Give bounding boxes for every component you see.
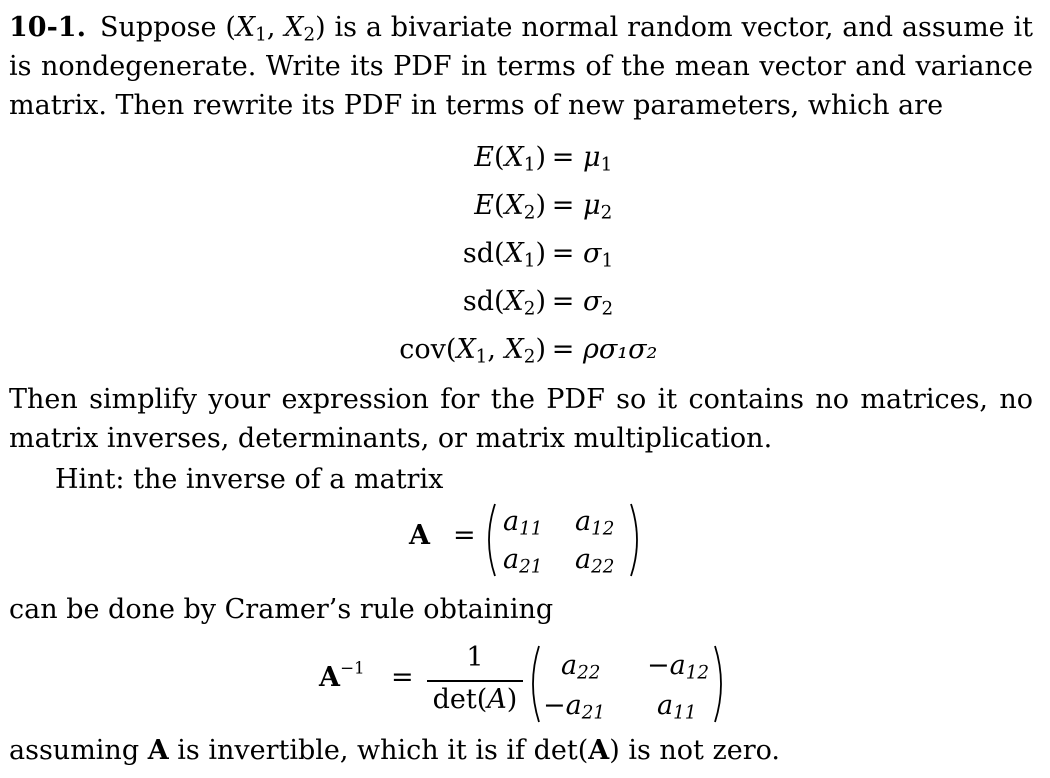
equation-row — [9, 234, 1033, 274]
matrix-cell: $a_{11}$ — [657, 690, 697, 724]
sub-label: 1 — [523, 250, 536, 272]
var-label: X — [504, 142, 524, 173]
inverse-matrix — [527, 642, 727, 726]
cramer-text: can be done by Cramer’s rule obtaining — [9, 594, 554, 625]
rhs-symbol: μ — [583, 190, 601, 221]
matrix-cell: $-a_{21}$ — [543, 690, 606, 724]
rhs-symbol: σ — [583, 238, 602, 269]
equation-row — [9, 282, 1033, 322]
equals-sign: = — [551, 334, 575, 365]
sub-label: 2 — [523, 298, 536, 320]
equation-row — [9, 138, 1033, 178]
rhs-sub: 2 — [601, 298, 614, 320]
fn-label: cov — [399, 334, 446, 365]
matrix-cell: $a_{22}$ — [575, 544, 615, 578]
fraction-denominator: det(A) — [432, 684, 518, 715]
equation-rhs — [583, 234, 613, 274]
matrix-cell: $a_{11}$ — [503, 506, 543, 540]
fn-label: E — [474, 190, 494, 221]
equation-rhs — [583, 186, 612, 226]
fn-label: sd — [462, 286, 494, 317]
equation-lhs: $E(X_1)$ — [474, 142, 546, 176]
matrix-cell: $a_{22}$ — [561, 650, 601, 684]
matrix-cell: $-a_{12}$ — [647, 650, 710, 684]
var-x2: X — [284, 12, 304, 43]
cov-rhs: ρσ₁σ₂ — [583, 334, 658, 365]
intro-text-b: ) is a bivariate normal random vector, and assume it is nondegenerate. Write its PDF in terms of the mean vector and variance matrix. Then rewrite its PDF in terms of new parameters, which are — [9, 12, 1033, 121]
equals-sign: = — [551, 190, 575, 221]
var-x1: X — [235, 12, 256, 43]
matrix-a — [483, 500, 643, 580]
var-label: X — [504, 238, 524, 269]
matrix-cell: $a_{12}$ — [575, 506, 615, 540]
sub-1: 1 — [255, 24, 267, 46]
equation-lhs: $E(X_2)$ — [474, 190, 546, 224]
equation-rhs — [583, 282, 613, 322]
var-label: X — [504, 286, 524, 317]
rhs-symbol: μ — [583, 142, 601, 173]
sub-label: 2 — [523, 202, 536, 224]
intro-comma: , — [266, 12, 285, 43]
matrix-a-label: A — [409, 520, 430, 551]
cov-equation-row — [9, 330, 1033, 370]
equation-lhs: $sd(X_1)$ — [462, 238, 546, 272]
equation-rhs — [583, 138, 612, 178]
matrix-cell: $a_{21}$ — [503, 544, 543, 578]
sub-label: 1 — [523, 154, 536, 176]
rhs-sub: 1 — [601, 250, 614, 272]
matrix-a-display — [409, 500, 709, 580]
fn-label: E — [474, 142, 494, 173]
fn-label: sd — [462, 238, 494, 269]
sub-2: 2 — [303, 24, 316, 46]
simplify-instruction: Then simplify your expression for the PDF so it contains no matrices, no matrix inverses, determinants, or matrix multiplication. — [9, 384, 1033, 454]
fraction-numerator: 1 — [466, 642, 484, 673]
equals-sign: = — [453, 520, 476, 551]
inverse-formula — [319, 640, 739, 730]
rhs-symbol: σ — [583, 286, 602, 317]
intro-text-a: Suppose ( — [99, 12, 236, 43]
rhs-sub: 2 — [600, 202, 613, 224]
rhs-sub: 1 — [600, 154, 613, 176]
equation-lhs: $cov(X_1$, $X_2$) — [399, 334, 546, 368]
problem-intro — [9, 8, 1033, 125]
var-label: X — [504, 190, 524, 221]
inverse-label: $A^{-1}$ — [319, 657, 365, 693]
equals-sign: = — [551, 142, 575, 173]
equation-lhs: $sd(X_2)$ — [462, 286, 546, 320]
problem-number: 10-1. — [9, 12, 86, 43]
equation-row — [9, 186, 1033, 226]
closing-text: assuming A is invertible, which it is if det(A) is not zero. — [9, 735, 780, 766]
equals-sign: = — [551, 238, 575, 269]
fraction-bar — [427, 680, 523, 682]
equals-sign: = — [391, 662, 414, 693]
equals-sign: = — [551, 286, 575, 317]
hint-text: Hint: the inverse of a matrix — [55, 464, 444, 495]
